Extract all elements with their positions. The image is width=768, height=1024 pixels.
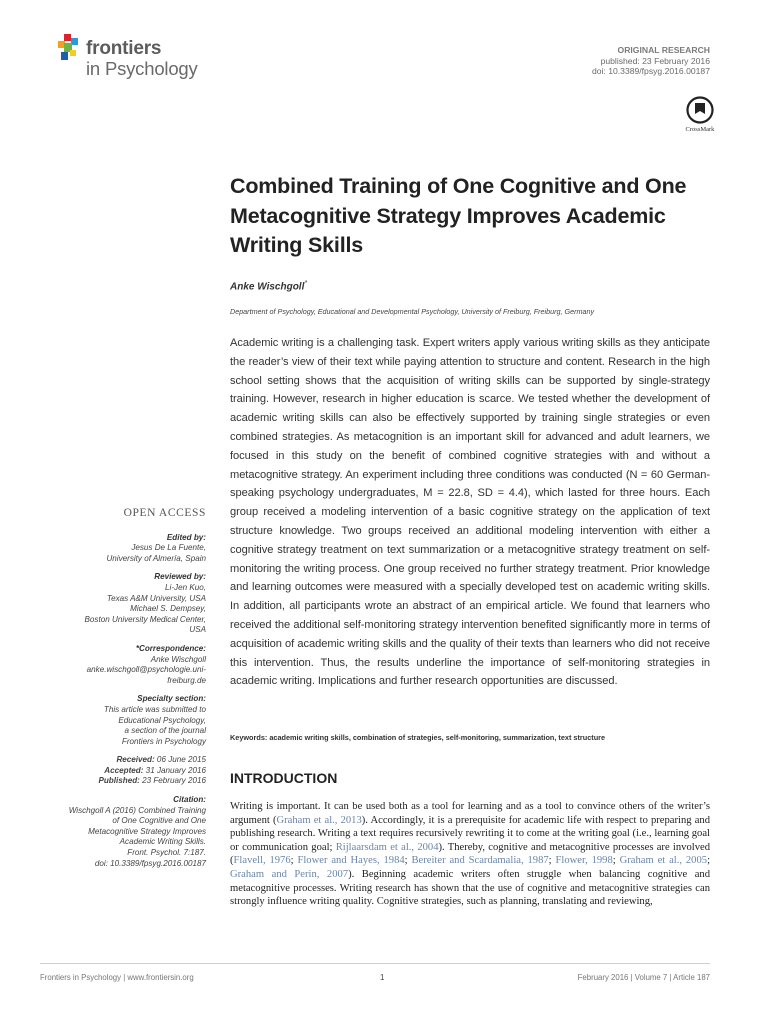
citation-doi[interactable]: doi: 10.3389/fpsyg.2016.00187 <box>94 858 206 868</box>
accepted-date <box>40 766 206 777</box>
correspondence-email[interactable]: freiburg.de <box>167 675 206 685</box>
crossmark-badge[interactable] <box>680 96 720 140</box>
accepted-value: 31 January 2016 <box>143 765 206 775</box>
reviewed-by-block <box>40 572 206 636</box>
citation-line: Wischgoll A (2016) Combined Training <box>68 805 206 815</box>
editor-name: Jesus De La Fuente, <box>131 543 206 553</box>
open-access-label: OPEN ACCESS <box>123 507 206 519</box>
journal-logo <box>58 34 208 84</box>
body-text-run: ; <box>612 855 620 867</box>
abstract: Academic writing is a challenging task. Expert writers apply various writing skills as they anticipate the reader’s view of their text while paying attention to structure and content. Research in the high school setting shows that the acquisition of writing skills can be supported by single-strategy training. However, research in higher education is scarce. We tested whether the development of academic writing skills can also be effectively supported by training single strategies or even combined strategies. As metacognition is an important skill for advanced and adult learners, we focused in this study on the benefit of combined cognitive strategies with and without a metacognitive strategy. An experiment including three conditions was conducted (N = 60 German-speaking psychology undergraduates, M = 22.8, SD = 4.4), which lasted for three hours. Each group received a modeling intervention of a basic cognitive strategy on the application of text structure knowledge. Two groups received an additional modeling intervention with either a cognitive strategy treatment on text summarization or a metacognitive strategy treatment on self-monitoring the writing process. One group received no further strategy treatment. Prior knowledge and learning outcomes were measured with a specially developed test on academic writing skills. In addition, all participants wrote an abstract of an empirical article. We found that learners who received the additional self-monitoring strategy intervention benefited significantly more in terms of acquisition of academic writing skills and the quality of their texts than learners who did not receive this intervention. Thus, the results underline the importance of self-monitoring strategies in academic writing. Implications and further research opportunities are discussed. <box>230 337 710 688</box>
article-meta <box>592 45 710 77</box>
citation-line: Front. Psychol. 7:187. <box>127 848 206 858</box>
received-label: Received: <box>116 755 155 765</box>
specialty-block <box>40 694 206 747</box>
reviewer-affiliation: USA <box>189 625 206 635</box>
published-date-side <box>40 776 206 787</box>
citation-line: Metacognitive Strategy Improves <box>88 826 206 836</box>
edited-by-label: Edited by: <box>166 532 206 542</box>
author-name[interactable] <box>230 280 307 292</box>
body-text-run: ). Accordingly, it is a prerequisite for academic life with respect to preparing and publishing research. Writing a text requires recursively rewriting it to come at the writing goal (i.e., learning goal or communication goal; <box>230 814 711 853</box>
author-name-text: Anke Wischgoll <box>230 281 305 293</box>
editor-affiliation: University of Almería, Spain <box>106 553 206 563</box>
reviewer-affiliation: Boston University Medical Center, <box>84 614 206 624</box>
footer-divider <box>40 963 710 964</box>
reviewer-name: Li-Jen Kuo, <box>165 582 206 592</box>
keywords: Keywords: academic writing skills, combination of strategies, self-monitoring, summarization, text structure <box>230 733 606 742</box>
correspondence-label: *Correspondence: <box>135 643 206 653</box>
reviewed-by-label: Reviewed by: <box>154 572 206 582</box>
reviewer-affiliation: Texas A&M University, USA <box>106 593 206 603</box>
citation-block <box>40 795 206 869</box>
crossmark-icon <box>680 96 720 126</box>
body-text-run: ; <box>404 855 412 867</box>
introduction-text <box>230 800 710 909</box>
journal-brand: frontiers <box>86 38 162 59</box>
doi-link[interactable]: doi: 10.3389/fpsyg.2016.00187 <box>591 66 710 77</box>
citation-link[interactable]: Flower, 1998 <box>555 855 613 867</box>
body-text-run: ). Beginning academic writers often struggle when balancing cognitive and metacognitive processes. Writing research has shown that the use of cognitive and metacognitive strategies can strongly influence writing quality. Cognitive strategies, such as planning, translating and reviewing, <box>230 868 710 908</box>
correspondence-email[interactable]: anke.wischgoll@psychologie.uni- <box>86 665 206 675</box>
journal-name: in Psychology <box>86 58 198 79</box>
citation-link[interactable]: Flower and Hayes, 1984 <box>297 855 405 867</box>
author-mark: * <box>304 280 308 287</box>
footer-journal-link[interactable]: Frontiers in Psychology | www.frontiersin.org <box>40 973 194 982</box>
published-label: Published: <box>98 776 140 786</box>
body-text-run: ; <box>548 855 556 867</box>
citation-link[interactable]: Graham and Perin, 2007 <box>230 868 349 880</box>
specialty-line: Frontiers in Psychology <box>121 736 206 746</box>
citation-link[interactable]: Bereiter and Scardamalia, 1987 <box>411 855 549 867</box>
footer-issue-info: February 2016 | Volume 7 | Article 187 <box>577 973 710 982</box>
specialty-label: Specialty section: <box>137 694 206 704</box>
body-text-run: Writing is important. It can be used both as a tool for learning and as a tool to convince others of the writer’s argument ( <box>230 801 710 826</box>
specialty-line: a section of the journal <box>124 726 206 736</box>
edited-by-block <box>40 533 206 565</box>
specialty-line: Educational Psychology, <box>118 715 206 725</box>
accepted-label: Accepted: <box>104 765 144 775</box>
citation-link[interactable]: Flavell, 1976 <box>233 855 291 867</box>
dates-block <box>40 755 206 787</box>
article-sidebar <box>40 508 206 877</box>
crossmark-label: CrossMark <box>685 126 715 133</box>
correspondence-block <box>40 644 206 686</box>
citation-line: of One Cognitive and One <box>112 816 206 826</box>
citation-link[interactable]: Graham et al., 2005 <box>619 855 708 867</box>
author-affiliation: Department of Psychology, Educational and Developmental Psychology, University of Freiburg, Freiburg, Germany <box>230 307 595 316</box>
published-date: published: 23 February 2016 <box>600 55 710 66</box>
citation-line: Academic Writing Skills. <box>119 837 206 847</box>
body-text-run: ). Thereby, cognitive and metacognitive processes are involved ( <box>230 841 710 867</box>
article-title: Combined Training of One Cognitive and One Metacognitive Strategy Improves Academic Writing Skills <box>230 174 687 257</box>
page-number: 1 <box>380 973 385 982</box>
section-heading-introduction: INTRODUCTION <box>230 770 338 786</box>
specialty-line: This article was submitted to <box>103 704 206 714</box>
received-value: 06 June 2015 <box>154 755 206 765</box>
received-date <box>40 755 206 766</box>
body-text-run: ; <box>707 855 711 867</box>
correspondence-name: Anke Wischgoll <box>150 654 206 664</box>
published-value: 23 February 2016 <box>139 776 206 786</box>
body-text-run: ; <box>290 855 298 867</box>
article-type: ORIGINAL RESEARCH <box>617 45 710 55</box>
citation-link[interactable]: Graham et al., 2013 <box>276 814 362 826</box>
frontiers-logo-icon <box>58 34 82 62</box>
citation-label: Citation: <box>173 795 206 805</box>
reviewer-name: Michael S. Dempsey, <box>130 604 206 614</box>
citation-link[interactable]: Rijlaarsdam et al., 2004 <box>335 841 439 853</box>
